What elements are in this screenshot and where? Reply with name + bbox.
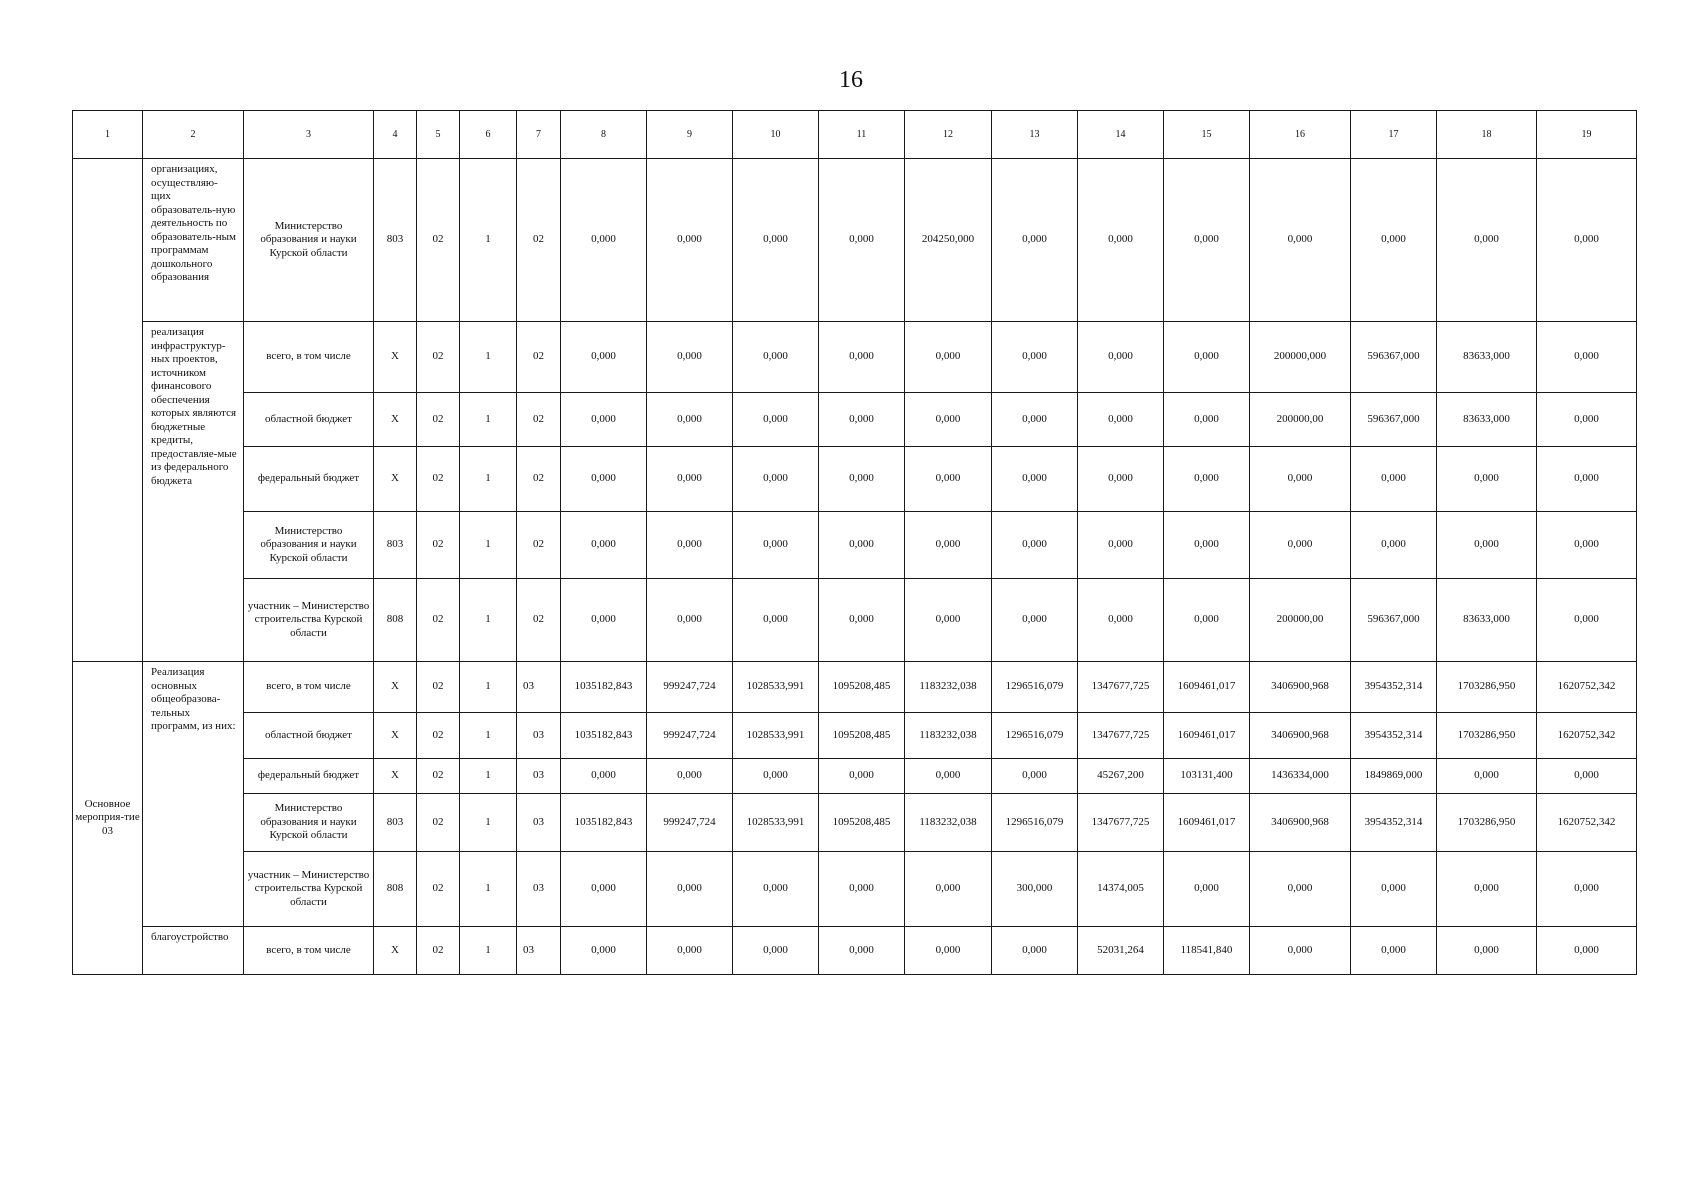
value-cell: 0,000 bbox=[819, 393, 905, 447]
header-cell: 8 bbox=[561, 111, 647, 159]
value-cell: 1028533,991 bbox=[733, 713, 819, 759]
value-cell: 0,000 bbox=[561, 759, 647, 794]
value-cell: 0,000 bbox=[905, 852, 992, 927]
code-cell: 02 bbox=[417, 393, 460, 447]
activity-cell: Основное мероприя-тие 03 bbox=[73, 662, 143, 975]
value-cell: 0,000 bbox=[1537, 393, 1637, 447]
value-cell: 1609461,017 bbox=[1164, 662, 1250, 713]
value-cell: 0,000 bbox=[733, 393, 819, 447]
value-cell: 45267,200 bbox=[1078, 759, 1164, 794]
value-cell: 0,000 bbox=[992, 159, 1078, 322]
value-cell: 0,000 bbox=[992, 759, 1078, 794]
value-cell: 0,000 bbox=[819, 759, 905, 794]
value-cell: 1095208,485 bbox=[819, 662, 905, 713]
value-cell: 0,000 bbox=[1351, 852, 1437, 927]
source-cell: всего, в том числе bbox=[244, 927, 374, 975]
value-cell: 14374,005 bbox=[1078, 852, 1164, 927]
header-cell: 3 bbox=[244, 111, 374, 159]
value-cell: 1183232,038 bbox=[905, 713, 992, 759]
header-cell: 14 bbox=[1078, 111, 1164, 159]
value-cell: 0,000 bbox=[819, 927, 905, 975]
code-cell: 803 bbox=[374, 794, 417, 852]
value-cell: 3954352,314 bbox=[1351, 794, 1437, 852]
code-cell: 02 bbox=[417, 579, 460, 662]
value-cell: 0,000 bbox=[819, 852, 905, 927]
value-cell: 1035182,843 bbox=[561, 713, 647, 759]
value-cell: 1296516,079 bbox=[992, 713, 1078, 759]
code-cell: 803 bbox=[374, 512, 417, 579]
value-cell: 1183232,038 bbox=[905, 794, 992, 852]
code-cell: X bbox=[374, 759, 417, 794]
value-cell: 1436334,000 bbox=[1250, 759, 1351, 794]
activity-cell bbox=[73, 159, 143, 662]
value-cell: 0,000 bbox=[905, 322, 992, 393]
header-cell: 7 bbox=[517, 111, 561, 159]
value-cell: 1347677,725 bbox=[1078, 662, 1164, 713]
table-row bbox=[73, 447, 1637, 512]
code-cell: 02 bbox=[417, 159, 460, 322]
source-cell: всего, в том числе bbox=[244, 662, 374, 713]
table-row bbox=[73, 852, 1637, 927]
code-cell: 02 bbox=[417, 927, 460, 975]
code-cell: 808 bbox=[374, 579, 417, 662]
value-cell: 0,000 bbox=[992, 447, 1078, 512]
value-cell: 0,000 bbox=[1437, 759, 1537, 794]
code-cell: X bbox=[374, 447, 417, 512]
value-cell: 0,000 bbox=[647, 927, 733, 975]
code-cell: 1 bbox=[460, 852, 517, 927]
value-cell: 0,000 bbox=[819, 322, 905, 393]
code-cell: 1 bbox=[460, 393, 517, 447]
value-cell: 1620752,342 bbox=[1537, 713, 1637, 759]
value-cell: 200000,00 bbox=[1250, 393, 1351, 447]
value-cell: 0,000 bbox=[733, 512, 819, 579]
value-cell: 0,000 bbox=[561, 159, 647, 322]
value-cell: 1620752,342 bbox=[1537, 794, 1637, 852]
table-body bbox=[73, 111, 1637, 975]
value-cell: 1703286,950 bbox=[1437, 713, 1537, 759]
value-cell: 300,000 bbox=[992, 852, 1078, 927]
value-cell: 1035182,843 bbox=[561, 794, 647, 852]
value-cell: 0,000 bbox=[561, 322, 647, 393]
code-cell: 02 bbox=[517, 322, 561, 393]
value-cell: 1296516,079 bbox=[992, 662, 1078, 713]
value-cell: 0,000 bbox=[561, 512, 647, 579]
table-row bbox=[73, 579, 1637, 662]
value-cell: 0,000 bbox=[1250, 512, 1351, 579]
code-cell: 1 bbox=[460, 159, 517, 322]
value-cell: 1095208,485 bbox=[819, 794, 905, 852]
value-cell: 0,000 bbox=[905, 927, 992, 975]
header-cell: 4 bbox=[374, 111, 417, 159]
value-cell: 1296516,079 bbox=[992, 794, 1078, 852]
table-row bbox=[73, 512, 1637, 579]
code-cell: 1 bbox=[460, 794, 517, 852]
table-row bbox=[73, 322, 1637, 393]
item-name-cell: реализация инфраструктур-ных проектов, источником финансового обеспечения которых являются бюджетные кредиты, предоставляе-мые из федерального бюджета bbox=[143, 322, 244, 662]
value-cell: 0,000 bbox=[1078, 512, 1164, 579]
value-cell: 200000,000 bbox=[1250, 322, 1351, 393]
code-cell: 02 bbox=[417, 512, 460, 579]
value-cell: 0,000 bbox=[992, 322, 1078, 393]
value-cell: 0,000 bbox=[647, 159, 733, 322]
value-cell: 0,000 bbox=[1437, 447, 1537, 512]
value-cell: 0,000 bbox=[647, 759, 733, 794]
value-cell: 0,000 bbox=[905, 447, 992, 512]
code-cell: 03 bbox=[517, 852, 561, 927]
code-cell: 1 bbox=[460, 512, 517, 579]
value-cell: 0,000 bbox=[647, 852, 733, 927]
value-cell: 0,000 bbox=[647, 393, 733, 447]
code-cell: 02 bbox=[417, 759, 460, 794]
value-cell: 118541,840 bbox=[1164, 927, 1250, 975]
value-cell: 596367,000 bbox=[1351, 579, 1437, 662]
value-cell: 1028533,991 bbox=[733, 662, 819, 713]
value-cell: 0,000 bbox=[992, 579, 1078, 662]
code-cell: X bbox=[374, 662, 417, 713]
value-cell: 1347677,725 bbox=[1078, 794, 1164, 852]
value-cell: 0,000 bbox=[647, 447, 733, 512]
value-cell: 1609461,017 bbox=[1164, 713, 1250, 759]
value-cell: 204250,000 bbox=[905, 159, 992, 322]
value-cell: 0,000 bbox=[905, 759, 992, 794]
header-cell: 2 bbox=[143, 111, 244, 159]
code-cell: 808 bbox=[374, 852, 417, 927]
value-cell: 3406900,968 bbox=[1250, 713, 1351, 759]
value-cell: 103131,400 bbox=[1164, 759, 1250, 794]
value-cell: 1095208,485 bbox=[819, 713, 905, 759]
value-cell: 83633,000 bbox=[1437, 393, 1537, 447]
code-cell: 03 bbox=[517, 927, 561, 975]
value-cell: 1028533,991 bbox=[733, 794, 819, 852]
item-name-cell: благоустройство bbox=[143, 927, 244, 975]
value-cell: 596367,000 bbox=[1351, 393, 1437, 447]
value-cell: 0,000 bbox=[1537, 759, 1637, 794]
value-cell: 0,000 bbox=[1537, 447, 1637, 512]
header-cell: 1 bbox=[73, 111, 143, 159]
header-cell: 18 bbox=[1437, 111, 1537, 159]
value-cell: 0,000 bbox=[819, 512, 905, 579]
code-cell: 02 bbox=[517, 393, 561, 447]
table-row bbox=[73, 759, 1637, 794]
value-cell: 1035182,843 bbox=[561, 662, 647, 713]
header-cell: 5 bbox=[417, 111, 460, 159]
value-cell: 0,000 bbox=[561, 927, 647, 975]
source-cell: участник – Министерство строительства Курской области bbox=[244, 579, 374, 662]
table-row bbox=[73, 794, 1637, 852]
value-cell: 0,000 bbox=[1250, 447, 1351, 512]
value-cell: 0,000 bbox=[1537, 159, 1637, 322]
header-cell: 16 bbox=[1250, 111, 1351, 159]
value-cell: 999247,724 bbox=[647, 662, 733, 713]
header-cell: 10 bbox=[733, 111, 819, 159]
value-cell: 200000,00 bbox=[1250, 579, 1351, 662]
value-cell: 0,000 bbox=[733, 447, 819, 512]
header-row bbox=[73, 111, 1637, 159]
value-cell: 0,000 bbox=[733, 159, 819, 322]
value-cell: 0,000 bbox=[819, 579, 905, 662]
budget-table bbox=[72, 110, 1637, 975]
source-cell: федеральный бюджет bbox=[244, 447, 374, 512]
value-cell: 0,000 bbox=[1164, 512, 1250, 579]
header-cell: 19 bbox=[1537, 111, 1637, 159]
value-cell: 3954352,314 bbox=[1351, 713, 1437, 759]
source-cell: федеральный бюджет bbox=[244, 759, 374, 794]
value-cell: 0,000 bbox=[1078, 579, 1164, 662]
table-row bbox=[73, 713, 1637, 759]
value-cell: 0,000 bbox=[561, 579, 647, 662]
code-cell: 02 bbox=[517, 159, 561, 322]
value-cell: 0,000 bbox=[647, 322, 733, 393]
value-cell: 0,000 bbox=[1078, 322, 1164, 393]
source-cell: областной бюджет bbox=[244, 713, 374, 759]
page-number: 16 bbox=[839, 67, 863, 93]
value-cell: 1703286,950 bbox=[1437, 794, 1537, 852]
table-row bbox=[73, 393, 1637, 447]
value-cell: 0,000 bbox=[1437, 927, 1537, 975]
code-cell: 803 bbox=[374, 159, 417, 322]
value-cell: 3954352,314 bbox=[1351, 662, 1437, 713]
value-cell: 0,000 bbox=[1437, 159, 1537, 322]
code-cell: 1 bbox=[460, 759, 517, 794]
value-cell: 1609461,017 bbox=[1164, 794, 1250, 852]
code-cell: X bbox=[374, 713, 417, 759]
value-cell: 83633,000 bbox=[1437, 322, 1537, 393]
value-cell: 0,000 bbox=[905, 512, 992, 579]
value-cell: 0,000 bbox=[647, 579, 733, 662]
value-cell: 0,000 bbox=[1351, 512, 1437, 579]
header-cell: 17 bbox=[1351, 111, 1437, 159]
code-cell: 1 bbox=[460, 662, 517, 713]
code-cell: 02 bbox=[517, 447, 561, 512]
value-cell: 1183232,038 bbox=[905, 662, 992, 713]
value-cell: 0,000 bbox=[1164, 447, 1250, 512]
code-cell: 02 bbox=[517, 579, 561, 662]
value-cell: 0,000 bbox=[1164, 322, 1250, 393]
source-cell: всего, в том числе bbox=[244, 322, 374, 393]
value-cell: 999247,724 bbox=[647, 794, 733, 852]
value-cell: 0,000 bbox=[1164, 852, 1250, 927]
source-cell: Министерство образования и науки Курской области bbox=[244, 159, 374, 322]
value-cell: 3406900,968 bbox=[1250, 794, 1351, 852]
value-cell: 0,000 bbox=[733, 579, 819, 662]
header-cell: 13 bbox=[992, 111, 1078, 159]
code-cell: X bbox=[374, 393, 417, 447]
value-cell: 83633,000 bbox=[1437, 579, 1537, 662]
code-cell: 02 bbox=[417, 852, 460, 927]
value-cell: 0,000 bbox=[1164, 159, 1250, 322]
value-cell: 0,000 bbox=[905, 579, 992, 662]
item-name-cell: Реализация основных общеобразова-тельных программ, из них: bbox=[143, 662, 244, 927]
value-cell: 0,000 bbox=[1078, 393, 1164, 447]
code-cell: 1 bbox=[460, 927, 517, 975]
value-cell: 0,000 bbox=[1078, 447, 1164, 512]
value-cell: 0,000 bbox=[733, 927, 819, 975]
code-cell: 02 bbox=[417, 662, 460, 713]
code-cell: 03 bbox=[517, 759, 561, 794]
source-cell: Министерство образования и науки Курской области bbox=[244, 794, 374, 852]
value-cell: 596367,000 bbox=[1351, 322, 1437, 393]
value-cell: 0,000 bbox=[1351, 447, 1437, 512]
header-cell: 15 bbox=[1164, 111, 1250, 159]
code-cell: 02 bbox=[517, 512, 561, 579]
value-cell: 0,000 bbox=[992, 927, 1078, 975]
value-cell: 0,000 bbox=[561, 852, 647, 927]
code-cell: 03 bbox=[517, 662, 561, 713]
value-cell: 0,000 bbox=[992, 512, 1078, 579]
item-name-cell: организациях, осуществляю-щих образователь-ную деятельность по образователь-ным программам дошкольного образования bbox=[143, 159, 244, 322]
value-cell: 0,000 bbox=[561, 447, 647, 512]
source-cell: участник – Министерство строительства Курской области bbox=[244, 852, 374, 927]
value-cell: 0,000 bbox=[1164, 393, 1250, 447]
value-cell: 0,000 bbox=[1250, 927, 1351, 975]
value-cell: 0,000 bbox=[1250, 852, 1351, 927]
value-cell: 0,000 bbox=[733, 322, 819, 393]
code-cell: 02 bbox=[417, 322, 460, 393]
value-cell: 0,000 bbox=[1250, 159, 1351, 322]
code-cell: 02 bbox=[417, 794, 460, 852]
value-cell: 3406900,968 bbox=[1250, 662, 1351, 713]
value-cell: 0,000 bbox=[992, 393, 1078, 447]
value-cell: 0,000 bbox=[647, 512, 733, 579]
code-cell: X bbox=[374, 322, 417, 393]
source-cell: областной бюджет bbox=[244, 393, 374, 447]
value-cell: 1703286,950 bbox=[1437, 662, 1537, 713]
header-cell: 9 bbox=[647, 111, 733, 159]
value-cell: 0,000 bbox=[733, 759, 819, 794]
value-cell: 0,000 bbox=[1537, 512, 1637, 579]
value-cell: 0,000 bbox=[1164, 579, 1250, 662]
value-cell: 0,000 bbox=[819, 159, 905, 322]
value-cell: 0,000 bbox=[733, 852, 819, 927]
value-cell: 0,000 bbox=[1351, 927, 1437, 975]
code-cell: 1 bbox=[460, 713, 517, 759]
code-cell: 03 bbox=[517, 794, 561, 852]
value-cell: 999247,724 bbox=[647, 713, 733, 759]
header-cell: 12 bbox=[905, 111, 992, 159]
value-cell: 0,000 bbox=[561, 393, 647, 447]
value-cell: 0,000 bbox=[1078, 159, 1164, 322]
header-cell: 6 bbox=[460, 111, 517, 159]
code-cell: 1 bbox=[460, 579, 517, 662]
value-cell: 1849869,000 bbox=[1351, 759, 1437, 794]
value-cell: 52031,264 bbox=[1078, 927, 1164, 975]
value-cell: 1620752,342 bbox=[1537, 662, 1637, 713]
code-cell: 03 bbox=[517, 713, 561, 759]
source-cell: Министерство образования и науки Курской области bbox=[244, 512, 374, 579]
value-cell: 0,000 bbox=[1537, 852, 1637, 927]
header-cell: 11 bbox=[819, 111, 905, 159]
table-row bbox=[73, 662, 1637, 713]
code-cell: X bbox=[374, 927, 417, 975]
code-cell: 1 bbox=[460, 322, 517, 393]
code-cell: 1 bbox=[460, 447, 517, 512]
value-cell: 0,000 bbox=[1537, 579, 1637, 662]
value-cell: 0,000 bbox=[905, 393, 992, 447]
code-cell: 02 bbox=[417, 447, 460, 512]
code-cell: 02 bbox=[417, 713, 460, 759]
table-row bbox=[73, 159, 1637, 322]
table-row bbox=[73, 927, 1637, 975]
value-cell: 0,000 bbox=[1437, 852, 1537, 927]
value-cell: 0,000 bbox=[1537, 927, 1637, 975]
value-cell: 0,000 bbox=[819, 447, 905, 512]
value-cell: 0,000 bbox=[1437, 512, 1537, 579]
value-cell: 0,000 bbox=[1351, 159, 1437, 322]
value-cell: 0,000 bbox=[1537, 322, 1637, 393]
value-cell: 1347677,725 bbox=[1078, 713, 1164, 759]
